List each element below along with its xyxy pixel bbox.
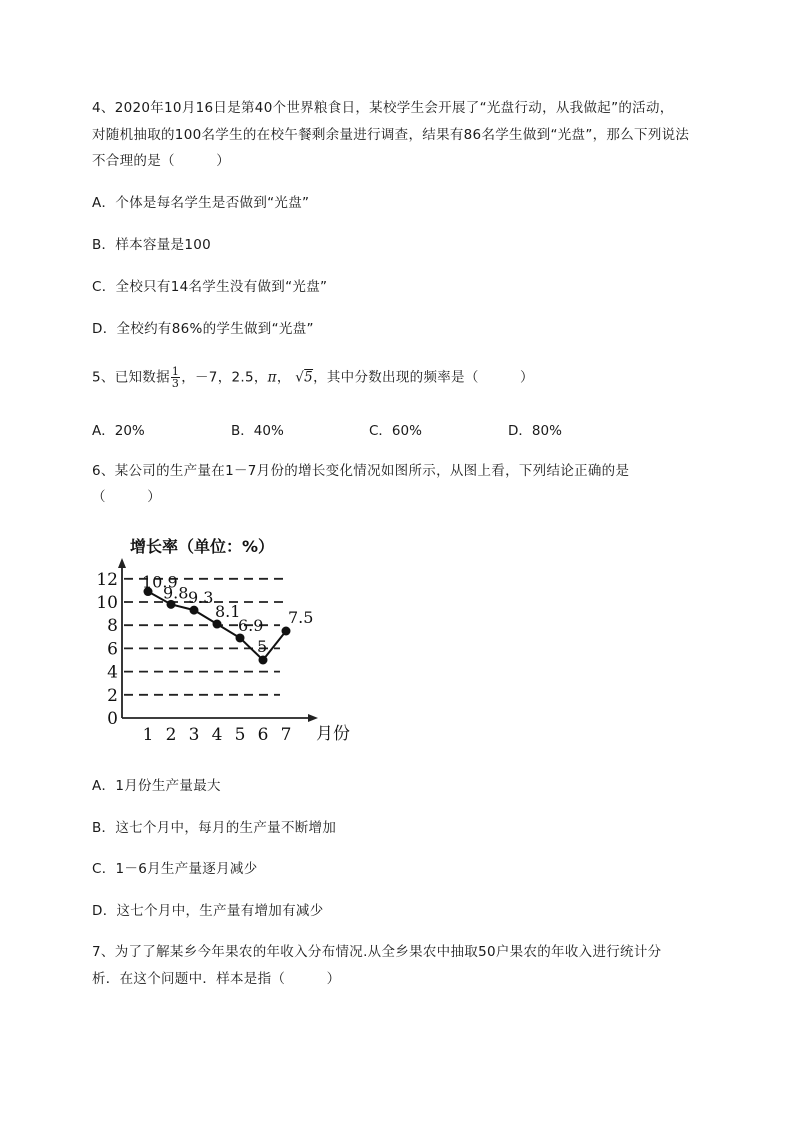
q6-stem-line-1: 6、某公司的生产量在1－7月份的增长变化情况如图所示，从图上看，下列结论正确的是 (92, 463, 630, 479)
y-axis-arrow (118, 558, 126, 568)
y-tick-label: 10 (96, 593, 118, 613)
sqrt-sign: √ (295, 369, 305, 386)
y-tick-label: 2 (107, 685, 118, 706)
data-point (259, 656, 268, 665)
fraction-denominator: 3 (171, 377, 180, 390)
x-tick-label: 3 (188, 725, 200, 745)
y-tick-label: 6 (107, 639, 118, 660)
data-label: 9.8 (163, 583, 189, 603)
q4-option-a: A．个体是每名学生是否做到“光盘” (92, 195, 310, 211)
q5-stem (92, 366, 534, 389)
y-tick-label: 0 (107, 709, 118, 729)
x-axis-title: 月份 (316, 724, 350, 744)
data-label: 8.1 (215, 602, 241, 622)
q6-option-d: D．这七个月中，生产量有增加有减少 (92, 903, 324, 919)
q4-stem-line-2: 对随机抽取的100名学生的在校午餐剩余量进行调查，结果有86名学生做到“光盘”，那么下列说法 (92, 127, 690, 143)
x-tick-label: 6 (257, 725, 269, 745)
data-label: 6.9 (238, 615, 264, 635)
q4-stem-line-3: 不合理的是（ ） (92, 153, 230, 169)
chart-title: 增长率（单位：%） (130, 537, 275, 556)
x-tick-label: 7 (280, 725, 292, 745)
q7-stem-line-1: 7、为了了解某乡今年果农的年收入分布情况.从全乡果农中抽取50户果农的年收入进行统计分 (92, 944, 662, 960)
x-tick-label: 5 (234, 725, 246, 745)
q5-option-c: C．60% (369, 423, 422, 439)
q5-option-d: D．80% (508, 423, 562, 439)
q5-suffix: ，其中分数出现的频率是（ ） (313, 369, 534, 386)
y-tick-label: 12 (96, 569, 118, 590)
pi-symbol: π (267, 369, 277, 386)
growth-rate-chart (90, 528, 370, 753)
x-tick-label: 1 (142, 725, 154, 745)
x-tick-label: 4 (211, 725, 223, 745)
data-label: 10.9 (142, 572, 178, 592)
q5-option-a: A．20% (92, 423, 145, 439)
q6-option-b: B．这七个月中，每月的生产量不断增加 (92, 820, 337, 836)
q5-mid2: ， (276, 369, 291, 386)
q7-stem-line-2: 析．在这个问题中．样本是指（ ） (92, 971, 341, 987)
x-tick-label: 2 (165, 725, 177, 745)
q6-option-c: C．1－6月生产量逐月减少 (92, 861, 258, 877)
sqrt-five (295, 370, 313, 386)
q5-prefix: 5、已知数据 (92, 369, 170, 386)
q5-option-b: B．40% (231, 423, 284, 439)
sqrt-radicand: 5 (304, 369, 314, 386)
q4-option-c: C．全校只有14名学生没有做到“光盘” (92, 279, 328, 295)
q4-stem-line-1: 4、2020年10月16日是第40个世界粮食日，某校学生会开展了“光盘行动，从我做起”的活动， (92, 100, 674, 116)
x-axis-arrow (308, 714, 318, 722)
data-label: 7.5 (288, 608, 314, 627)
y-tick-label: 8 (107, 616, 118, 637)
q4-option-b: B．样本容量是100 (92, 237, 212, 253)
q4-option-d: D．全校约有86%的学生做到“光盘” (92, 321, 314, 337)
q5-mid1: ，－7，2.5， (181, 369, 268, 386)
fraction-numerator: 1 (171, 365, 180, 378)
fraction-one-third (171, 366, 180, 389)
y-tick-label: 4 (107, 662, 118, 683)
q6-option-a: A．1月份生产量最大 (92, 778, 221, 794)
data-label: 9.3 (188, 588, 214, 608)
q6-stem-line-2: （ ） (92, 489, 161, 505)
data-point (282, 627, 291, 636)
data-label: 5 (257, 637, 268, 656)
